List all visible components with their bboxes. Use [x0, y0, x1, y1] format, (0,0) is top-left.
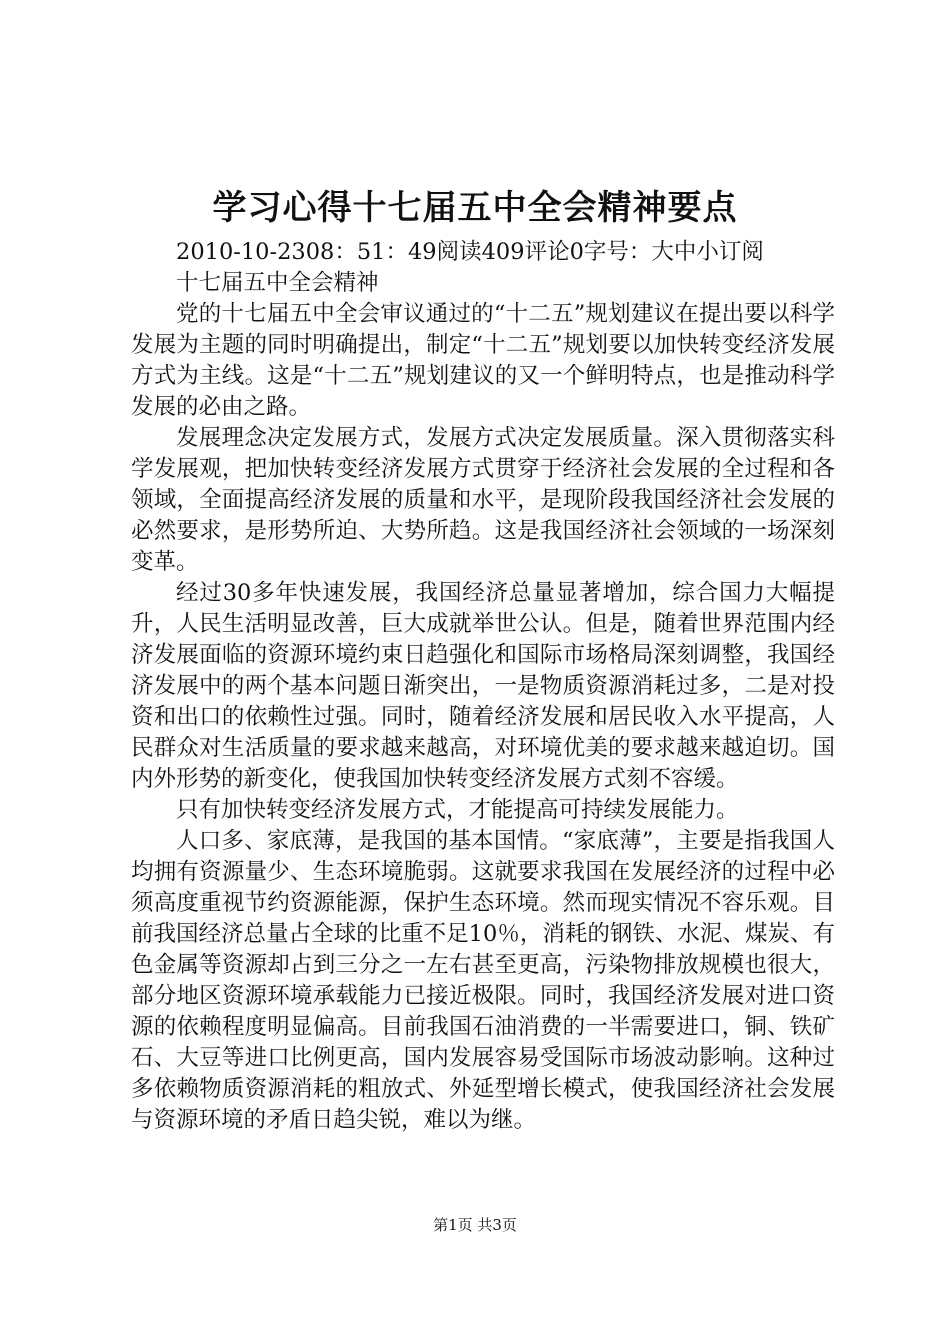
paragraph: 人口多、家底薄，是我国的基本国情。“家底薄”，主要是指我国人均拥有资源量少、生态环境脆弱。这就要求我国在发展经济的过程中必须高度重视节约资源能源，保护生态环境。然而现实情况不容乐观。目前我国经济总量占全球的比重不足10％，消耗的钢铁、水泥、煤炭、有色金属等资源却占到三分之一左右甚至更高，污染物排放规模也很大，部分地区资源环境承载能力已接近极限。同时，我国经济发展对进口资源的依赖程度明显偏高。目前我国石油消费的一半需要进口，铜、铁矿石、大豆等进口比例更高，国内发展容易受国际市场波动影响。这种过多依赖物质资源消耗的粗放式、外延型增长模式，使我国经济社会发展与资源环境的矛盾日趋尖锐，难以为继。 [131, 828, 835, 1133]
article-meta-line: 2010-10-2308：51：49阅读409评论0字号：大中小订阅 [176, 239, 764, 265]
paragraph: 党的十七届五中全会审议通过的“十二五”规划建议在提出要以科学发展为主题的同时明确提出，制定“十二五”规划要以加快转变经济发展方式为主线。这是“十二五”规划建议的又一个鲜明特点，也是推动科学发展的必由之路。 [131, 301, 835, 420]
paragraph: 经过30多年快速发展，我国经济总量显著增加，综合国力大幅提升，人民生活明显改善，巨大成就举世公认。但是，随着世界范围内经济发展面临的资源环境约束日趋强化和国际市场格局深刻调整，我国经济发展中的两个基本问题日渐突出，一是物质资源消耗过多，二是对投资和出口的依赖性过强。同时，随着经济发展和居民收入水平提高，人民群众对生活质量的要求越来越高，对环境优美的要求越来越迫切。国内外形势的新变化，使我国加快转变经济发展方式刻不容缓。 [131, 580, 835, 792]
page-footer: 第1页 共3页 [433, 1216, 517, 1234]
document-body [131, 237, 835, 1136]
paragraph: 只有加快转变经济发展方式，才能提高可持续发展能力。 [176, 797, 739, 823]
document-title: 学习心得十七届五中全会精神要点 [212, 188, 738, 228]
article-subheading: 十七届五中全会精神 [176, 270, 379, 296]
paragraph: 发展理念决定发展方式，发展方式决定发展质量。深入贯彻落实科学发展观，把加快转变经济发展方式贯穿于经济社会发展的全过程和各领域，全面提高经济发展的质量和水平，是现阶段我国经济社会发展的必然要求，是形势所迫、大势所趋。这是我国经济社会领域的一场深刻变革。 [131, 425, 835, 575]
